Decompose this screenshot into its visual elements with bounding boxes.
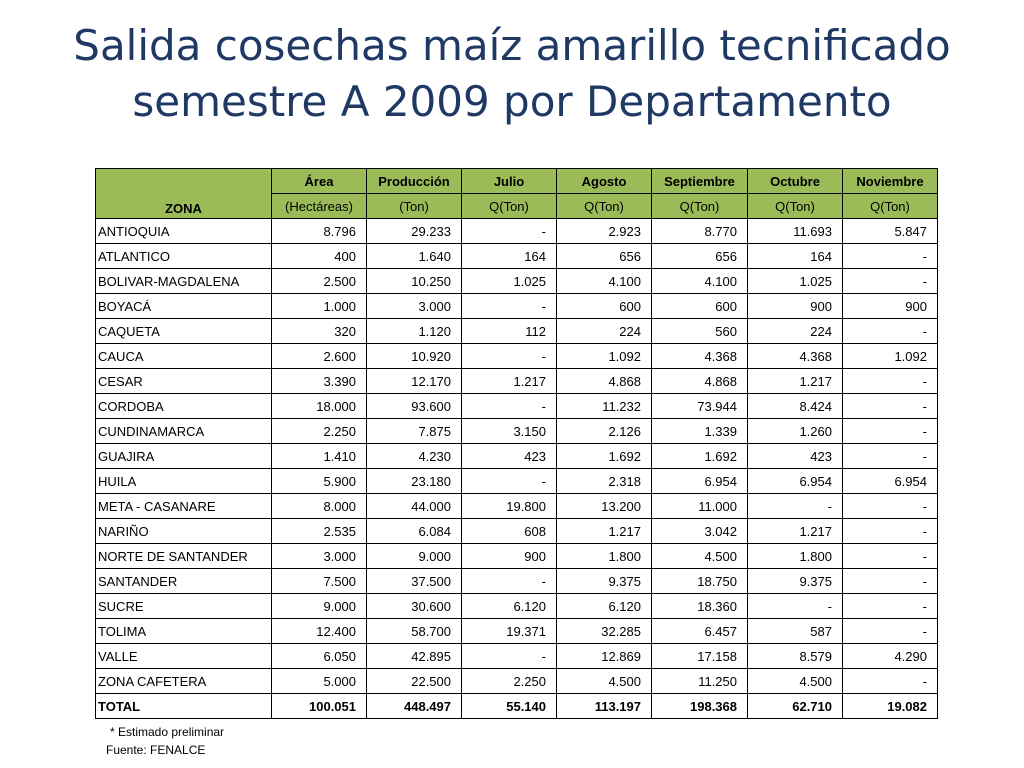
value-cell: 18.750 [652, 569, 748, 594]
value-cell: 900 [462, 544, 557, 569]
value-cell: 1.092 [843, 344, 938, 369]
footnote: * Estimado preliminar [110, 725, 225, 739]
value-cell: 18.000 [272, 394, 367, 419]
value-cell: 12.400 [272, 619, 367, 644]
value-cell: 37.500 [367, 569, 462, 594]
value-cell: 7.875 [367, 419, 462, 444]
value-cell: - [462, 219, 557, 244]
value-cell: 8.770 [652, 219, 748, 244]
value-cell: 3.390 [272, 369, 367, 394]
table-row [96, 444, 938, 469]
table-row [96, 244, 938, 269]
value-cell: 100.051 [272, 694, 367, 719]
value-cell: 9.375 [557, 569, 652, 594]
value-cell: 11.250 [652, 669, 748, 694]
value-cell: 6.457 [652, 619, 748, 644]
value-cell: 900 [748, 294, 843, 319]
value-cell: 1.217 [748, 519, 843, 544]
value-cell: 1.092 [557, 344, 652, 369]
table-row [96, 644, 938, 669]
value-cell: 18.360 [652, 594, 748, 619]
value-cell: 10.250 [367, 269, 462, 294]
value-cell: - [462, 644, 557, 669]
value-cell: - [843, 269, 938, 294]
zona-cell: HUILA [96, 469, 272, 494]
value-cell: 30.600 [367, 594, 462, 619]
value-cell: 4.500 [748, 669, 843, 694]
value-cell: 22.500 [367, 669, 462, 694]
value-cell: 32.285 [557, 619, 652, 644]
value-cell: - [843, 544, 938, 569]
value-cell: 587 [748, 619, 843, 644]
value-cell: 1.692 [557, 444, 652, 469]
column-header: Agosto [557, 169, 652, 194]
value-cell: 1.410 [272, 444, 367, 469]
value-cell: 1.217 [748, 369, 843, 394]
zona-cell: CUNDINAMARCA [96, 419, 272, 444]
zona-cell: TOTAL [96, 694, 272, 719]
table-header [96, 169, 938, 219]
value-cell: 8.579 [748, 644, 843, 669]
zona-cell: SANTANDER [96, 569, 272, 594]
value-cell: 164 [462, 244, 557, 269]
table-row [96, 494, 938, 519]
source-note: Fuente: FENALCE [106, 743, 206, 757]
table-body [96, 219, 938, 719]
zona-cell: NORTE DE SANTANDER [96, 544, 272, 569]
value-cell: - [462, 469, 557, 494]
value-cell: 9.000 [367, 544, 462, 569]
value-cell: 600 [557, 294, 652, 319]
value-cell: 62.710 [748, 694, 843, 719]
zona-cell: ATLANTICO [96, 244, 272, 269]
value-cell: - [843, 519, 938, 544]
table-row [96, 319, 938, 344]
value-cell: 400 [272, 244, 367, 269]
value-cell: 8.796 [272, 219, 367, 244]
value-cell: 112 [462, 319, 557, 344]
value-cell: 1.217 [462, 369, 557, 394]
value-cell: 1.120 [367, 319, 462, 344]
zona-cell: VALLE [96, 644, 272, 669]
value-cell: 2.126 [557, 419, 652, 444]
table-row [96, 394, 938, 419]
value-cell: 2.318 [557, 469, 652, 494]
value-cell: 4.100 [652, 269, 748, 294]
value-cell: 900 [843, 294, 938, 319]
table-row [96, 594, 938, 619]
value-cell: 7.500 [272, 569, 367, 594]
value-cell: 4.290 [843, 644, 938, 669]
value-cell: 6.084 [367, 519, 462, 544]
column-unit: Q(Ton) [557, 194, 652, 219]
value-cell: 5.000 [272, 669, 367, 694]
value-cell: 1.339 [652, 419, 748, 444]
value-cell: 19.371 [462, 619, 557, 644]
value-cell: 4.368 [652, 344, 748, 369]
value-cell: 1.000 [272, 294, 367, 319]
value-cell: - [748, 494, 843, 519]
table-row [96, 369, 938, 394]
value-cell: 4.230 [367, 444, 462, 469]
zona-cell: CAUCA [96, 344, 272, 369]
column-header: Julio [462, 169, 557, 194]
table-row [96, 519, 938, 544]
value-cell: - [462, 569, 557, 594]
zona-cell: META - CASANARE [96, 494, 272, 519]
table-row [96, 544, 938, 569]
value-cell: 656 [557, 244, 652, 269]
value-cell: 11.232 [557, 394, 652, 419]
value-cell: 423 [748, 444, 843, 469]
value-cell: 2.250 [462, 669, 557, 694]
total-row [96, 694, 938, 719]
value-cell: 6.954 [652, 469, 748, 494]
value-cell: 560 [652, 319, 748, 344]
column-header: Septiembre [652, 169, 748, 194]
table-row [96, 219, 938, 244]
zona-cell: CESAR [96, 369, 272, 394]
value-cell: 1.260 [748, 419, 843, 444]
value-cell: 6.954 [843, 469, 938, 494]
table-row [96, 469, 938, 494]
column-header: Área [272, 169, 367, 194]
value-cell: 600 [652, 294, 748, 319]
value-cell: 44.000 [367, 494, 462, 519]
value-cell: 9.375 [748, 569, 843, 594]
value-cell: 2.600 [272, 344, 367, 369]
table-row [96, 294, 938, 319]
value-cell: 17.158 [652, 644, 748, 669]
title-line-2: semestre A 2009 por Departamento [132, 77, 892, 126]
harvest-table [95, 168, 938, 719]
value-cell: 4.500 [652, 544, 748, 569]
column-header: Octubre [748, 169, 843, 194]
value-cell: 1.025 [748, 269, 843, 294]
value-cell: 1.025 [462, 269, 557, 294]
value-cell: 93.600 [367, 394, 462, 419]
zona-cell: BOYACÁ [96, 294, 272, 319]
value-cell: 608 [462, 519, 557, 544]
column-unit: Q(Ton) [748, 194, 843, 219]
column-unit: (Ton) [367, 194, 462, 219]
zona-cell: ZONA CAFETERA [96, 669, 272, 694]
value-cell: - [843, 394, 938, 419]
value-cell: - [843, 494, 938, 519]
value-cell: 3.000 [272, 544, 367, 569]
value-cell: - [843, 244, 938, 269]
value-cell: 9.000 [272, 594, 367, 619]
table-row [96, 669, 938, 694]
zona-cell: CAQUETA [96, 319, 272, 344]
zona-cell: TOLIMA [96, 619, 272, 644]
value-cell: - [748, 594, 843, 619]
value-cell: 4.100 [557, 269, 652, 294]
value-cell: 320 [272, 319, 367, 344]
value-cell: 1.692 [652, 444, 748, 469]
value-cell: 4.868 [557, 369, 652, 394]
table-row [96, 419, 938, 444]
value-cell: - [843, 569, 938, 594]
column-header: Producción [367, 169, 462, 194]
column-unit: Q(Ton) [843, 194, 938, 219]
table-row [96, 269, 938, 294]
value-cell: 423 [462, 444, 557, 469]
value-cell: 1.217 [557, 519, 652, 544]
value-cell: 19.800 [462, 494, 557, 519]
value-cell: - [843, 369, 938, 394]
value-cell: 3.042 [652, 519, 748, 544]
value-cell: 4.368 [748, 344, 843, 369]
value-cell: 448.497 [367, 694, 462, 719]
value-cell: 73.944 [652, 394, 748, 419]
value-cell: - [843, 669, 938, 694]
value-cell: 12.170 [367, 369, 462, 394]
value-cell: 6.954 [748, 469, 843, 494]
value-cell: 29.233 [367, 219, 462, 244]
value-cell: 4.868 [652, 369, 748, 394]
column-header: Noviembre [843, 169, 938, 194]
value-cell: 4.500 [557, 669, 652, 694]
column-unit: (Hectáreas) [272, 194, 367, 219]
value-cell: 2.250 [272, 419, 367, 444]
value-cell: 2.535 [272, 519, 367, 544]
value-cell: 6.120 [557, 594, 652, 619]
value-cell: 3.150 [462, 419, 557, 444]
value-cell: - [462, 294, 557, 319]
value-cell: 2.500 [272, 269, 367, 294]
zona-cell: NARIÑO [96, 519, 272, 544]
value-cell: 1.800 [748, 544, 843, 569]
value-cell: 8.424 [748, 394, 843, 419]
zona-cell: CORDOBA [96, 394, 272, 419]
value-cell: - [843, 619, 938, 644]
value-cell: 1.800 [557, 544, 652, 569]
value-cell: - [462, 344, 557, 369]
value-cell: 5.847 [843, 219, 938, 244]
value-cell: 113.197 [557, 694, 652, 719]
value-cell: 19.082 [843, 694, 938, 719]
title-line-1: Salida cosechas maíz amarillo tecnificado [73, 21, 951, 70]
value-cell: - [843, 319, 938, 344]
value-cell: 198.368 [652, 694, 748, 719]
zona-header: ZONA [96, 169, 272, 219]
value-cell: 164 [748, 244, 843, 269]
value-cell: - [843, 419, 938, 444]
column-unit: Q(Ton) [462, 194, 557, 219]
value-cell: 13.200 [557, 494, 652, 519]
value-cell: 2.923 [557, 219, 652, 244]
value-cell: 8.000 [272, 494, 367, 519]
value-cell: 3.000 [367, 294, 462, 319]
value-cell: 55.140 [462, 694, 557, 719]
value-cell: 10.920 [367, 344, 462, 369]
value-cell: 12.869 [557, 644, 652, 669]
value-cell: 224 [748, 319, 843, 344]
value-cell: 58.700 [367, 619, 462, 644]
value-cell: 11.000 [652, 494, 748, 519]
value-cell: 6.120 [462, 594, 557, 619]
value-cell: 42.895 [367, 644, 462, 669]
page-title [0, 18, 1024, 130]
value-cell: - [843, 594, 938, 619]
value-cell: 656 [652, 244, 748, 269]
zona-cell: SUCRE [96, 594, 272, 619]
zona-cell: BOLIVAR-MAGDALENA [96, 269, 272, 294]
value-cell: 6.050 [272, 644, 367, 669]
table-row [96, 619, 938, 644]
value-cell: 224 [557, 319, 652, 344]
zona-cell: ANTIOQUIA [96, 219, 272, 244]
zona-cell: GUAJIRA [96, 444, 272, 469]
table-row [96, 569, 938, 594]
value-cell: 23.180 [367, 469, 462, 494]
table-row [96, 344, 938, 369]
value-cell: - [462, 394, 557, 419]
value-cell: 11.693 [748, 219, 843, 244]
column-unit: Q(Ton) [652, 194, 748, 219]
value-cell: 5.900 [272, 469, 367, 494]
value-cell: - [843, 444, 938, 469]
value-cell: 1.640 [367, 244, 462, 269]
